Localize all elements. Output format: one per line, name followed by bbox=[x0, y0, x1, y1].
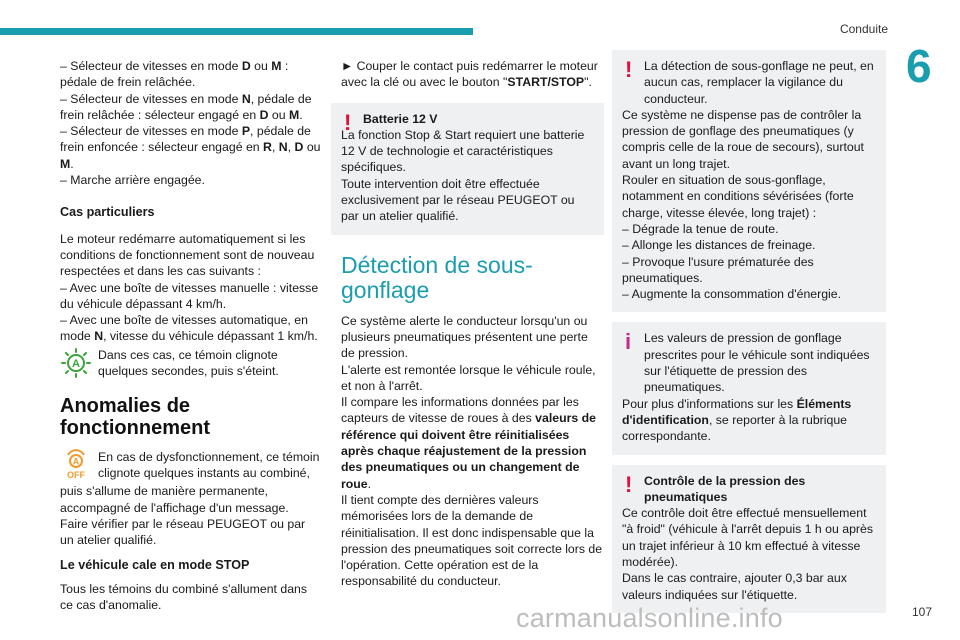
paragraph: Ce système alerte le conducteur lorsqu'un ou plusieurs pneumatiques présentent une perte de pression. bbox=[341, 313, 588, 361]
paragraph: Toute intervention doit être effectuée exclusivement par le réseau PEUGEOT ou par un atelier qualifié. bbox=[341, 176, 575, 224]
list-item: – Sélecteur de vitesses en mode D ou M : pédale de frein relâchée. bbox=[60, 59, 289, 90]
text-run: , se reporter à la rubrique correspondante. bbox=[622, 412, 848, 444]
paragraph: puis s'allume de manière permanente, accompagné de l'affichage d'un message. bbox=[60, 484, 289, 515]
paragraph: Ce contrôle doit être effectué mensuellement "à froid" (véhicule à l'arrêt depuis 1 h ou après un trajet inférieur à 10 km effectué à vitesse modérée). bbox=[622, 506, 874, 570]
chapter-number: 6 bbox=[906, 40, 932, 92]
paragraph bbox=[622, 396, 876, 445]
icon-paragraph bbox=[60, 347, 322, 381]
header-accent-bar bbox=[0, 28, 473, 35]
page-number: 107 bbox=[911, 605, 932, 619]
bold-text-run: Éléments d'identification bbox=[622, 396, 852, 427]
list-item: – Sélecteur de vitesses en mode P, pédale de frein enfoncée : sélecteur engagé en R, N, D ou M. bbox=[60, 124, 321, 171]
watermark: carmanualsonline.info bbox=[516, 603, 783, 633]
stop-start-fault-icon bbox=[60, 449, 92, 481]
chapter-tab bbox=[896, 40, 960, 92]
paragraph: L'alerte est remontée lorsque le véhicule roule, et non à l'arrêt. bbox=[341, 362, 596, 393]
paragraph: En cas de dysfonctionnement, ce témoin clignote quelques instants au combiné, bbox=[98, 449, 320, 481]
paragraph: Rouler en situation de sous-gonflage, notamment en conditions sévérisées (forte charge, vitesse élevée, long trajet) : bbox=[622, 173, 854, 220]
paragraph: Dans le cas contraire, ajouter 0,3 bar aux valeurs indiquées sur l'étiquette. bbox=[622, 571, 847, 602]
bold-text-run: valeurs de référence qui doivent être réinitialisées après chaque réajustement de la pression des pneumatiques ou un changement de roue bbox=[341, 411, 596, 491]
column-2 bbox=[341, 58, 604, 590]
paragraph: La fonction Stop & Start requiert une batterie 12 V de technologie et caractéristiques spécifiques. bbox=[341, 127, 585, 175]
box-title: Contrôle de la pression des pneumatiques bbox=[644, 473, 806, 504]
paragraph: Les valeurs de pression de gonflage prescrites pour le véhicule sont indiquées sur l'étiquette de pression des pneumatiques. bbox=[644, 331, 870, 395]
paragraph: Tous les témoins du combiné s'allument dans ce cas d'anomalie. bbox=[60, 581, 308, 613]
icon-off-label: OFF bbox=[67, 469, 85, 480]
list-item: – Dégrade la tenue de route. bbox=[622, 221, 779, 236]
paragraph: Ce système ne dispense pas de contrôler la pression de gonflage des pneumatiques (y compris celle de la roue de secours), surtout avant un long trajet. bbox=[622, 107, 864, 171]
warning-box-battery bbox=[331, 103, 604, 235]
paragraph: Le moteur redémarre automatiquement si les conditions de fonctionnement sont de nouveau respectées et dans les cas suivants : bbox=[60, 231, 315, 279]
paragraph: Faire vérifier par le réseau PEUGEOT ou par un atelier qualifié. bbox=[60, 516, 306, 548]
paragraph: Il tient compte des dernières valeurs mémorisées lors de la demande de réinitialisation. Il est donc indispensable que la pression des pneumatiques soit correcte lors de l'opération. Cette opération est de la responsabilité du conducteur. bbox=[341, 492, 603, 589]
box-title: Batterie 12 V bbox=[363, 111, 438, 126]
heading-cale-stop: Le véhicule cale en mode STOP bbox=[60, 557, 250, 572]
text-run: . bbox=[367, 476, 372, 491]
text-run: Pour plus d'informations sur les bbox=[622, 396, 797, 411]
stop-start-active-icon bbox=[60, 347, 92, 379]
list-item: – Provoque l'usure prématurée des pneumatiques. bbox=[622, 254, 814, 285]
warning-exclamation-icon: ! bbox=[625, 57, 633, 82]
column-3 bbox=[622, 58, 886, 623]
heading-cas-particuliers: Cas particuliers bbox=[60, 205, 155, 220]
paragraph bbox=[341, 394, 604, 492]
warning-box-pressure-check bbox=[612, 465, 886, 613]
paragraph: La détection de sous-gonflage ne peut, en aucun cas, remplacer la vigilance du conducteur. bbox=[644, 59, 874, 106]
list-item: – Marche arrière engagée. bbox=[60, 173, 205, 188]
section-title: Conduite bbox=[839, 22, 888, 36]
icon-letter-a: A bbox=[72, 456, 80, 467]
list-item: – Allonge les distances de freinage. bbox=[622, 238, 816, 253]
paragraph: ► Couper le contact puis redémarrer le moteur avec la clé ou avec le bouton "START/STOP". bbox=[341, 59, 598, 90]
column-1 bbox=[60, 58, 322, 613]
info-box-pressure-values bbox=[612, 322, 886, 454]
heading-anomalies: Anomalies de fonctionnement bbox=[60, 394, 210, 439]
warning-box-underinflation bbox=[612, 50, 886, 312]
text-run: Il compare les informations données par les capteurs de vitesse de roues à des bbox=[341, 395, 579, 426]
list-item: – Avec une boîte de vitesses manuelle : vitesse du véhicule dépassant 4 km/h. bbox=[60, 280, 319, 311]
info-icon: i bbox=[625, 329, 632, 355]
list-item: – Sélecteur de vitesses en mode N, pédale de frein relâchée : sélecteur engagé en D ou M. bbox=[60, 91, 312, 122]
list-item: – Avec une boîte de vitesses automatique, en mode N, vitesse du véhicule dépassant 1 km/h. bbox=[60, 313, 318, 344]
warning-exclamation-icon: ! bbox=[344, 109, 352, 135]
list-item: – Augmente la consommation d'énergie. bbox=[622, 287, 842, 302]
warning-exclamation-icon: ! bbox=[625, 471, 633, 497]
paragraph: Dans ces cas, ce témoin clignote quelques secondes, puis s'éteint. bbox=[98, 347, 279, 379]
icon-letter-a: A bbox=[72, 357, 80, 370]
icon-paragraph bbox=[60, 449, 322, 482]
heading-detection: Détection de sous-gonflage bbox=[341, 251, 533, 303]
